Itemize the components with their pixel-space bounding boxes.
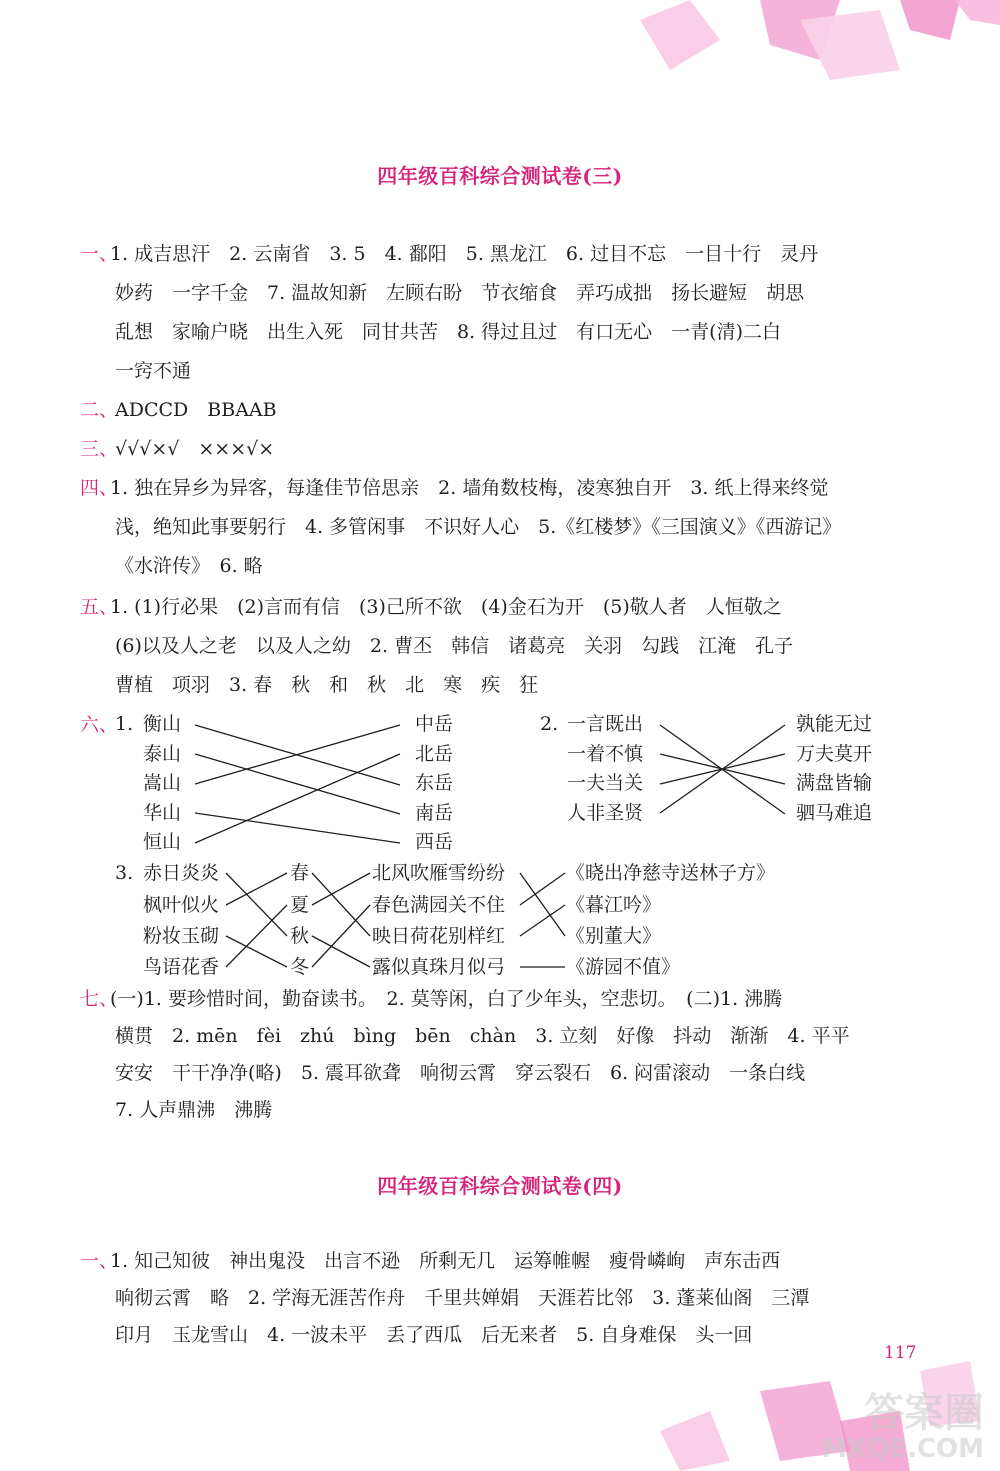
match2-right: 孰能无过 (796, 713, 873, 735)
s4-q1-line: 1. 知己知彼 神出鬼没 出言不逊 所剩无几 运筹帷幄 瘦骨嶙峋 声东击西 (110, 1250, 781, 1272)
match-line (195, 813, 400, 843)
match2-right: 满盘皆输 (796, 772, 873, 794)
q7-line: 安安 干干净净(略) 5. 震耳欲聋 响彻云霄 穿云裂石 6. 闷雷滚动 一条白线 (115, 1062, 806, 1084)
section-title-3: 四年级百科综合测试卷(三) (377, 164, 623, 188)
match3-b: 夏 (290, 894, 310, 916)
match3-b: 冬 (290, 956, 310, 978)
match2-left: 一言既出 (567, 713, 644, 735)
q2-line: ADCCD BBAAB (115, 399, 277, 421)
match-line (520, 873, 565, 936)
q7-line: (一)1. 要珍惜时间，勤奋读书。 2. 莫等闲，白了少年头，空悲切。 (二)1. 沸腾 (110, 988, 783, 1010)
match3-b: 秋 (290, 925, 310, 947)
match-line (312, 905, 370, 967)
match1-label: 1. (115, 713, 134, 735)
match-line (312, 873, 370, 936)
match1-left: 恒山 (143, 831, 182, 853)
match-line (312, 936, 370, 967)
match3-a: 赤日炎炎 (143, 862, 220, 884)
match3-label: 3. (115, 862, 134, 884)
q1-line: 乱想 家喻户晓 出生入死 同甘共苦 8. 得过且过 有口无心 一青(清)二白 (115, 321, 781, 343)
s4-q1-line: 响彻云霄 略 2. 学海无涯苦作舟 千里共婵娟 天涯若比邻 3. 蓬莱仙阁 三潭 (115, 1287, 810, 1309)
match2-left: 一夫当关 (567, 772, 644, 794)
q5-line: 1. (1)行必果 (2)言而有信 (3)己所不欲 (4)金石为开 (5)敬人者 人恒敬之 (110, 596, 782, 618)
match-line (226, 905, 287, 967)
match1-right: 东岳 (415, 772, 454, 794)
match3-d: 《别董大》 (566, 925, 662, 947)
q1-number: 一、 (80, 243, 119, 265)
match2-label: 2. (540, 713, 559, 735)
match-line (520, 905, 565, 936)
match1-right: 南岳 (415, 802, 454, 824)
q3-line: √√√×√ ×××√× (115, 438, 275, 460)
match2-left: 人非圣贤 (567, 802, 644, 824)
match2-right: 驷马难追 (796, 802, 873, 824)
match-line (520, 873, 565, 905)
page-number: 117 (884, 1343, 917, 1363)
match2-right: 万夫莫开 (796, 743, 873, 765)
s4-q1-number: 一、 (80, 1250, 119, 1272)
match-line (226, 936, 287, 967)
match3-c: 春色满园关不住 (372, 894, 506, 916)
match2-left: 一着不慎 (567, 743, 644, 765)
match3-a: 枫叶似火 (143, 894, 220, 916)
match-line (195, 754, 400, 843)
q4-line: 《水浒传》 6. 略 (115, 555, 263, 577)
match3-c: 北风吹雁雪纷纷 (372, 862, 506, 884)
q2-number: 二、 (80, 399, 119, 421)
match-line (226, 873, 287, 936)
watermark (821, 1391, 984, 1463)
q7-number: 七、 (80, 988, 119, 1010)
q4-line: 浅，绝知此事要躬行 4. 多管闲事 不识好人心 5.《红楼梦》《三国演义》《西游记》 (115, 516, 842, 538)
match1-left: 华山 (143, 802, 182, 824)
match3-b: 春 (290, 862, 310, 884)
match3-d: 《暮江吟》 (566, 894, 662, 916)
q1-line: 妙药 一字千金 7. 温故知新 左顾右盼 节衣缩食 弄巧成拙 扬长避短 胡思 (115, 282, 805, 304)
match1-left: 嵩山 (143, 772, 182, 794)
q5-number: 五、 (80, 596, 119, 618)
match-line (195, 754, 400, 814)
q5-line: 曹植 项羽 3. 春 秋 和 秋 北 寒 疾 狂 (115, 674, 539, 696)
q7-line: 横贯 2. mēn fèi zhú bìng bēn chàn 3. 立刻 好像 抖动 渐渐 4. 平平 (115, 1025, 850, 1047)
match1-right: 中岳 (415, 713, 454, 735)
q6-number: 六、 (80, 714, 119, 736)
match3-a: 鸟语花香 (143, 956, 220, 978)
q7-line: 7. 人声鼎沸 沸腾 (115, 1099, 273, 1121)
q1-line: 一窍不通 (115, 360, 192, 382)
match-line (312, 873, 370, 905)
match3-a: 粉妆玉砌 (143, 925, 220, 947)
match3-d: 《晓出净慈寺送林子方》 (566, 862, 776, 884)
match1-right: 西岳 (415, 831, 454, 853)
match3-d: 《游园不值》 (566, 956, 681, 978)
match1-left: 泰山 (143, 743, 182, 765)
watermark-line1: 答案圈 (864, 1390, 984, 1436)
section-title-4: 四年级百科综合测试卷(四) (377, 1174, 623, 1198)
q4-line: 1. 独在异乡为异客，每逢佳节倍思亲 2. 墙角数枝梅，凌寒独自开 3. 纸上得来终觉 (110, 477, 829, 499)
q3-number: 三、 (80, 438, 119, 460)
q1-line: 1. 成吉思汗 2. 云南省 3. 5 4. 鄱阳 5. 黑龙江 6. 过目不忘 一目十行 灵丹 (110, 243, 819, 265)
watermark-line2: MXQE.COM (821, 1434, 984, 1464)
q4-number: 四、 (80, 477, 119, 499)
q5-line: (6)以及人之老 以及人之幼 2. 曹丕 韩信 诸葛亮 关羽 勾践 江淹 孔子 (115, 635, 794, 657)
match1-left: 衡山 (143, 713, 182, 735)
match3-c: 露似真珠月似弓 (372, 956, 506, 978)
match1-right: 北岳 (415, 743, 454, 765)
match3-c: 映日荷花别样红 (372, 925, 506, 947)
s4-q1-line: 印月 玉龙雪山 4. 一波未平 丢了西瓜 后无来者 5. 自身难保 头一回 (115, 1324, 753, 1346)
match-line (226, 873, 287, 905)
